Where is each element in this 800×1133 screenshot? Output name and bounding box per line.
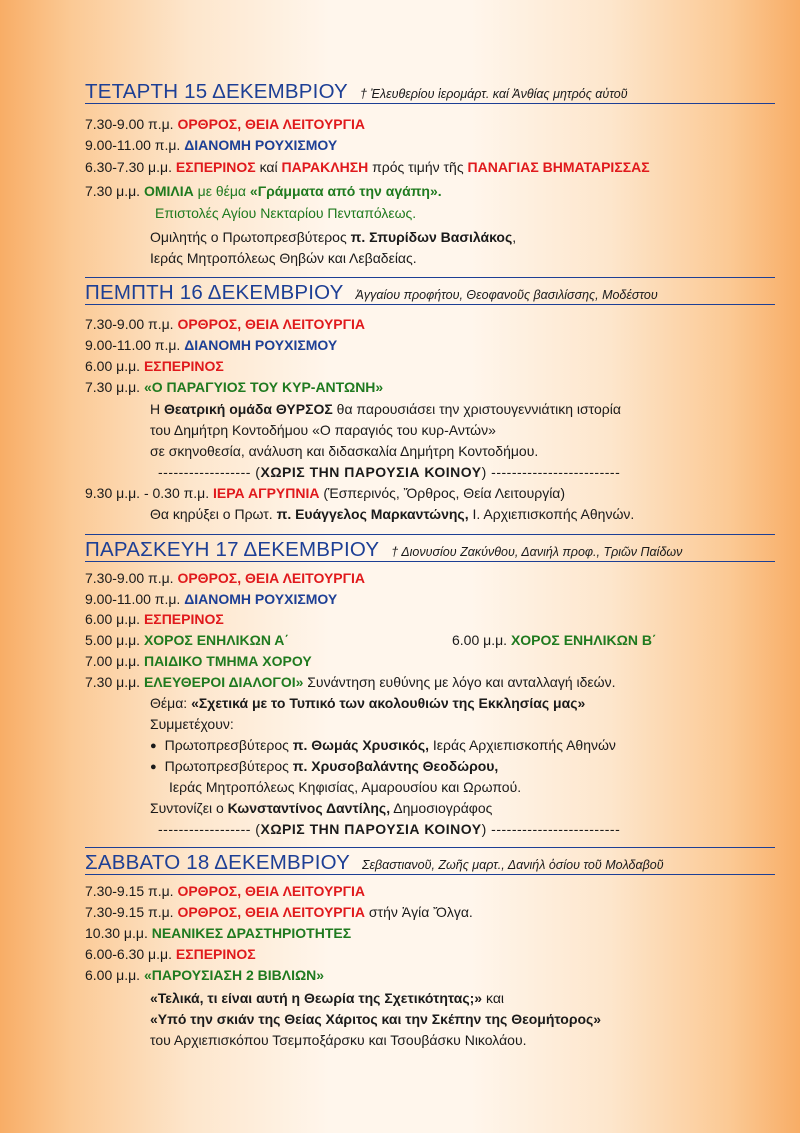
schedule-line: 6.00-6.30 μ.μ. ΕΣΠΕΡΙΝΟΣ (85, 946, 256, 962)
day-block-saturday (85, 851, 775, 1048)
detail-line: Ιεράς Μητροπόλεως Κηφισίας, Αμαρουσίου και Ωρωπού. (169, 779, 522, 795)
schedule-line: 6.00 μ.μ. «ΠΑΡΟΥΣΙΑΣΗ 2 ΒΙΒΛΙΩΝ» (85, 967, 325, 983)
schedule-line: 7.30-9.00 π.μ. ΟΡΘΡΟΣ, ΘΕΙΑ ΛΕΙΤΟΥΡΓΙΑ (85, 570, 366, 586)
detail-line: Συντονίζει ο Κωνσταντίνος Δαντίλης, Δημοσιογράφος (150, 800, 493, 816)
detail-line: «Υπό την σκιάν της Θείας Χάριτος και την Σκέπην της Θεομήτορος» (150, 1011, 602, 1027)
detail-line: Θα κηρύξει ο Πρωτ. π. Ευάγγελος Μαρκαντώνης, Ι. Αρχιεπισκοπής Αθηνών. (150, 506, 635, 522)
bullet-icon: ● (150, 740, 157, 752)
detail-line: Συμμετέχουν: (150, 716, 234, 732)
schedule-line: 5.00 μ.μ. ΧΟΡΟΣ ΕΝΗΛΙΚΩΝ Α΄ (85, 632, 290, 648)
header-underline (85, 304, 775, 305)
header-underline (85, 874, 775, 875)
header-overline (85, 534, 775, 535)
day-header (85, 851, 775, 875)
schedule-line: 7.30 μ.μ. ΟΜΙΛΙΑ με θέμα «Γράμματα από την αγάπη». (85, 183, 442, 199)
schedule-line: 9.30 μ.μ. - 0.30 π.μ. ΙΕΡΑ ΑΓΡΥΠΝΙΑ (Ἑσπερινός, Ὄρθρος, Θεία Λειτουργία) (85, 485, 566, 501)
header-underline (85, 103, 775, 104)
private-notice: ------------------ (ΧΩΡΙΣ ΤΗΝ ΠΑΡΟΥΣΙΑ ΚΟΙΝΟΥ) ------------------------- (158, 821, 621, 837)
detail-line: «Τελικά, τι είναι αυτή η Θεωρία της Σχετικότητας;» και (150, 990, 505, 1006)
bullet-icon: ● (150, 761, 157, 773)
day-title: ΠΑΡΑΣΚΕΥΗ 17 ΔΕΚΕΜΒΡΙΟΥ (85, 538, 380, 561)
detail-line: Ομιλητής ο Πρωτοπρεσβύτερος π. Σπυρίδων Βασιλάκος, (150, 229, 517, 245)
schedule-line: 7.00 μ.μ. ΠΑΙΔΙΚΟ ΤΜΗΜΑ ΧΟΡΟΥ (85, 653, 312, 669)
feast-saints: † Ἐλευθερίου ἱερομάρτ. καί Ἀνθίας μητρός αὐτοῦ (359, 87, 628, 101)
feast-saints: Ἀγγαίου προφήτου, Θεοφανοῦς βασιλίσσης, Μοδέστου (355, 288, 658, 302)
detail-line: του Αρχιεπισκόπου Τσεμποξάρσκυ και Τσουβάσκυ Νικολάου. (150, 1032, 527, 1048)
schedule-line: 7.30 μ.μ. «Ο ΠΑΡΑΓΥΙΟΣ ΤΟΥ ΚΥΡ-ΑΝΤΩΝΗ» (85, 379, 384, 395)
schedule-line: 7.30 μ.μ. ΕΛΕΥΘΕΡΟΙ ΔΙΑΛΟΓΟΙ» Συνάντηση ευθύνης με λόγο και ανταλλαγή ιδεών. (85, 674, 616, 690)
detail-line: του Δημήτρη Κοντοδήμου «Ο παραγιός του κυρ-Αντών» (150, 422, 496, 438)
detail-line: Επιστολές Αγίου Νεκταρίου Πενταπόλεως. (155, 205, 417, 221)
schedule-line: 6.00 μ.μ. ΕΣΠΕΡΙΝΟΣ (85, 358, 224, 374)
day-header (85, 538, 775, 562)
schedule-line: 9.00-11.00 π.μ. ΔΙΑΝΟΜΗ ΡΟΥΧΙΣΜΟΥ (85, 337, 338, 353)
detail-line: σε σκηνοθεσία, ανάλυση και διδασκαλία Δημήτρη Κοντοδήμου. (150, 443, 539, 459)
detail-line: Ιεράς Μητροπόλεως Θηβών και Λεβαδείας. (150, 250, 417, 266)
day-header (85, 80, 775, 104)
schedule-line: 9.00-11.00 π.μ. ΔΙΑΝΟΜΗ ΡΟΥΧΙΣΜΟΥ (85, 137, 338, 153)
feast-saints: † Διονυσίου Ζακύνθου, Δανιήλ προφ., Τριῶν Παίδων (391, 545, 683, 559)
detail-line: Η Θεατρική ομάδα ΘΥΡΣΟΣ θα παρουσιάσει την χριστουγεννιάτικη ιστορία (150, 401, 621, 417)
schedule-line: 6.00 μ.μ. ΧΟΡΟΣ ΕΝΗΛΙΚΩΝ Β΄ (452, 632, 657, 648)
schedule-line: 6.00 μ.μ. ΕΣΠΕΡΙΝΟΣ (85, 611, 224, 627)
schedule-line: 9.00-11.00 π.μ. ΔΙΑΝΟΜΗ ΡΟΥΧΙΣΜΟΥ (85, 591, 338, 607)
schedule-line: 6.30-7.30 μ.μ. ΕΣΠΕΡΙΝΟΣ καί ΠΑΡΑΚΛΗΣΗ πρός τιμήν τῆς ΠΑΝΑΓΙΑΣ ΒΗΜΑΤΑΡΙΣΣΑΣ (85, 159, 650, 175)
schedule-line: 7.30-9.00 π.μ. ΟΡΘΡΟΣ, ΘΕΙΑ ΛΕΙΤΟΥΡΓΙΑ (85, 116, 366, 132)
schedule-line: 10.30 μ.μ. ΝΕΑΝΙΚΕΣ ΔΡΑΣΤΗΡΙΟΤΗΤΕΣ (85, 925, 352, 941)
feast-saints: Σεβαστιανοῦ, Ζωῆς μαρτ., Δανιήλ ὁσίου τοῦ Μολδαβοῦ (362, 858, 664, 872)
participant-item: ● Πρωτοπρεσβύτερος π. Χρυσοβαλάντης Θεοδώρου, (150, 758, 499, 774)
private-notice: ------------------ (ΧΩΡΙΣ ΤΗΝ ΠΑΡΟΥΣΙΑ ΚΟΙΝΟΥ) ------------------------- (158, 464, 621, 480)
header-overline (85, 847, 775, 848)
day-header (85, 281, 775, 305)
header-overline (85, 277, 775, 278)
participant-item: ● Πρωτοπρεσβύτερος π. Θωμάς Χρυσικός, Ιεράς Αρχιεπισκοπής Αθηνών (150, 737, 616, 753)
day-block-thursday (85, 281, 775, 522)
day-block-wednesday (85, 80, 775, 266)
schedule-line: 7.30-9.15 π.μ. ΟΡΘΡΟΣ, ΘΕΙΑ ΛΕΙΤΟΥΡΓΙΑ (85, 883, 366, 899)
detail-line: Θέμα: «Σχετικά με το Τυπικό των ακολουθιών της Εκκλησίας μας» (150, 695, 586, 711)
day-block-friday (85, 538, 775, 837)
day-title: ΣΑΒΒΑΤΟ 18 ΔΕΚΕΜΒΡΙΟΥ (85, 851, 350, 874)
day-title: ΤΕΤΑΡΤΗ 15 ΔΕΚΕΜΒΡΙΟΥ (85, 80, 348, 103)
schedule-line: 7.30-9.00 π.μ. ΟΡΘΡΟΣ, ΘΕΙΑ ΛΕΙΤΟΥΡΓΙΑ (85, 316, 366, 332)
day-title: ΠΕΜΠΤΗ 16 ΔΕΚΕΜΒΡΙΟΥ (85, 281, 344, 304)
schedule-line: 7.30-9.15 π.μ. ΟΡΘΡΟΣ, ΘΕΙΑ ΛΕΙΤΟΥΡΓΙΑ στήν Ἁγία Ὄλγα. (85, 904, 473, 920)
header-underline (85, 561, 775, 562)
